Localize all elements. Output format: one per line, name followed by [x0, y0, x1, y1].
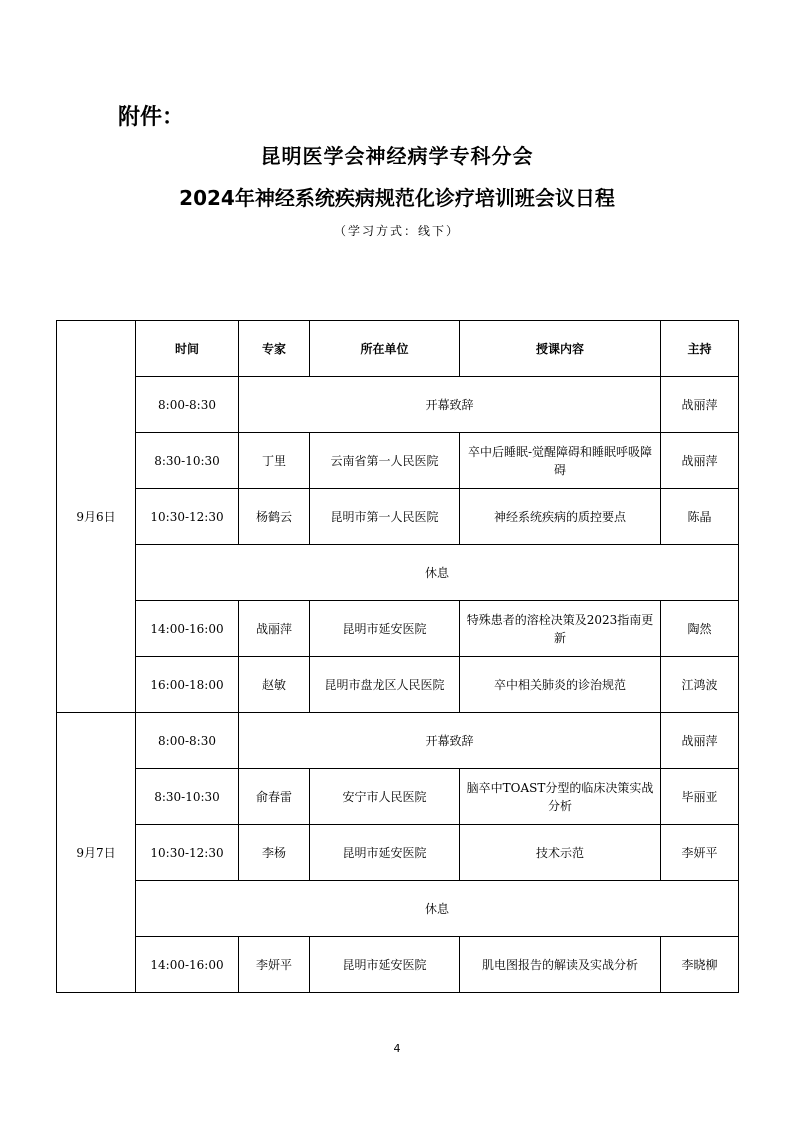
table-row — [57, 489, 739, 545]
break-row — [57, 545, 739, 601]
page-number: 4 — [393, 1042, 401, 1055]
expert-cell: 李妍平 — [239, 937, 310, 993]
table-row — [57, 937, 739, 993]
expert-cell: 李杨 — [239, 825, 310, 881]
time-cell: 8:00-8:30 — [136, 713, 239, 769]
time-cell: 8:30-10:30 — [136, 769, 239, 825]
unit-cell: 安宁市人民医院 — [310, 769, 460, 825]
break-row — [57, 881, 739, 937]
expert-cell: 丁里 — [239, 433, 310, 489]
header-expert: 专家 — [239, 321, 310, 377]
host-cell: 战丽萍 — [661, 713, 739, 769]
host-cell: 江鸿波 — [661, 657, 739, 713]
table-row — [57, 377, 739, 433]
content-cell: 肌电图报告的解读及实战分析 — [460, 937, 661, 993]
time-cell: 8:00-8:30 — [136, 377, 239, 433]
expert-cell: 杨鹤云 — [239, 489, 310, 545]
host-cell: 陈晶 — [661, 489, 739, 545]
content-cell: 卒中相关肺炎的诊治规范 — [460, 657, 661, 713]
schedule-table — [56, 320, 739, 993]
unit-cell: 昆明市盘龙区人民医院 — [310, 657, 460, 713]
document-title-line1: 昆明医学会神经病学专科分会 — [260, 144, 534, 168]
attachment-label: 附件： — [118, 105, 185, 130]
header-host: 主持 — [661, 321, 739, 377]
time-cell: 8:30-10:30 — [136, 433, 239, 489]
unit-cell: 云南省第一人民医院 — [310, 433, 460, 489]
content-cell: 技术示范 — [460, 825, 661, 881]
header-unit: 所在单位 — [310, 321, 460, 377]
host-cell: 陶然 — [661, 601, 739, 657]
table-row — [57, 769, 739, 825]
host-cell: 李晓柳 — [661, 937, 739, 993]
date-cell: 9月6日 — [57, 321, 136, 713]
time-cell: 10:30-12:30 — [136, 825, 239, 881]
content-cell: 神经系统疾病的质控要点 — [460, 489, 661, 545]
content-cell: 脑卒中TOAST分型的临床决策实战分析 — [460, 769, 661, 825]
table-row — [57, 433, 739, 489]
table-row — [57, 825, 739, 881]
table-row — [57, 713, 739, 769]
unit-cell: 昆明市延安医院 — [310, 825, 460, 881]
unit-cell: 昆明市延安医院 — [310, 937, 460, 993]
expert-cell: 战丽萍 — [239, 601, 310, 657]
content-cell: 开幕致辞 — [239, 713, 661, 769]
content-cell: 卒中后睡眠-觉醒障碍和睡眠呼吸障碍 — [460, 433, 661, 489]
date-cell: 9月7日 — [57, 713, 136, 993]
time-cell: 16:00-18:00 — [136, 657, 239, 713]
time-cell: 10:30-12:30 — [136, 489, 239, 545]
content-cell: 开幕致辞 — [239, 377, 661, 433]
host-cell: 战丽萍 — [661, 433, 739, 489]
host-cell: 李妍平 — [661, 825, 739, 881]
time-cell: 14:00-16:00 — [136, 601, 239, 657]
document-title-line2: 2024年神经系统疾病规范化诊疗培训班会议日程 — [179, 186, 615, 210]
table-row — [57, 657, 739, 713]
host-cell: 毕丽亚 — [661, 769, 739, 825]
unit-cell: 昆明市第一人民医院 — [310, 489, 460, 545]
header-content: 授课内容 — [460, 321, 661, 377]
break-cell: 休息 — [136, 881, 739, 937]
table-header-row — [57, 321, 739, 377]
break-cell: 休息 — [136, 545, 739, 601]
header-time: 时间 — [136, 321, 239, 377]
content-cell: 特殊患者的溶栓决策及2023指南更新 — [460, 601, 661, 657]
time-cell: 14:00-16:00 — [136, 937, 239, 993]
expert-cell: 赵敏 — [239, 657, 310, 713]
unit-cell: 昆明市延安医院 — [310, 601, 460, 657]
expert-cell: 俞春雷 — [239, 769, 310, 825]
study-mode-subtitle: （学习方式：线下） — [333, 224, 460, 238]
host-cell: 战丽萍 — [661, 377, 739, 433]
table-row — [57, 601, 739, 657]
